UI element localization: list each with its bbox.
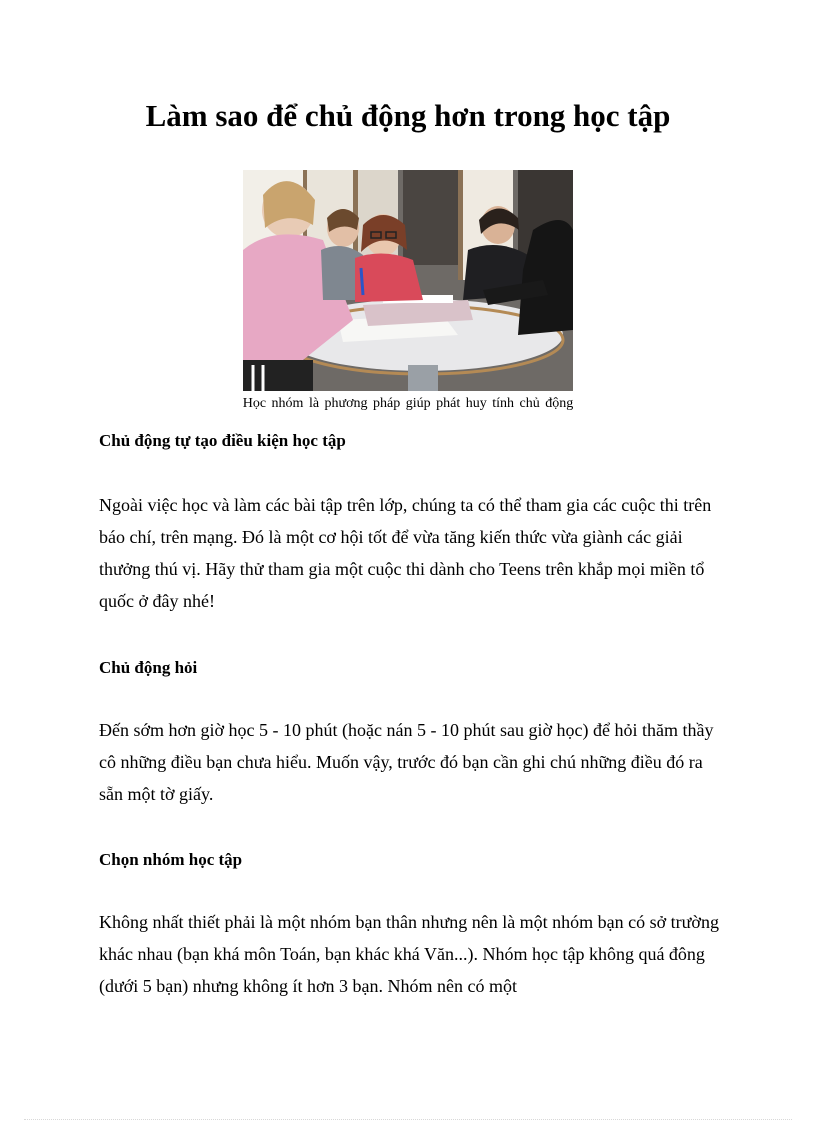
section-create-conditions [99, 430, 729, 452]
section-heading: Chủ động tự tạo điều kiện học tập [99, 431, 346, 450]
section-paragraph: Ngoài việc học và làm các bài tập trên lớp, chúng ta có thể tham gia các cuộc thi trên báo chí, trên mạng. Đó là một cơ hội tốt để vừa tăng kiến thức vừa giành các giải thưởng thú vị. Hãy thử tham gia một cuộc thi dành cho Teens trên khắp mọi miền tổ quốc ở đây nhé! [99, 495, 712, 611]
section-heading: Chọn nhóm học tập [99, 850, 243, 869]
section-ask [99, 657, 729, 679]
section-paragraph: Không nhất thiết phải là một nhóm bạn thân nhưng nên là một nhóm bạn có sở trường khác nhau (bạn khá môn Toán, bạn khác khá Văn...). Nhóm học tập không quá đông (dưới 5 bạn) nhưng không ít hơn 3 bạn. Nhóm nên có một [99, 912, 719, 996]
photo-illustration [243, 170, 573, 391]
students-group-study-photo [243, 170, 573, 391]
section-study-group [99, 849, 729, 871]
section-heading: Chủ động hỏi [99, 658, 198, 677]
section-create-conditions-body [99, 489, 729, 617]
section-study-group-body [99, 906, 729, 1002]
page-bottom-divider [24, 1119, 792, 1120]
page-title: Làm sao để chủ động hơn trong học tập [145, 98, 671, 133]
figure-caption: Học nhóm là phương pháp giúp phát huy tính chủ động [242, 396, 574, 411]
section-ask-body [99, 714, 729, 810]
section-paragraph: Đến sớm hơn giờ học 5 - 10 phút (hoặc nán 5 - 10 phút sau giờ học) để hỏi thăm thầy cô những điều bạn chưa hiểu. Muốn vậy, trước đó bạn cần ghi chú những điều đó ra sẵn một tờ giấy. [99, 720, 714, 804]
